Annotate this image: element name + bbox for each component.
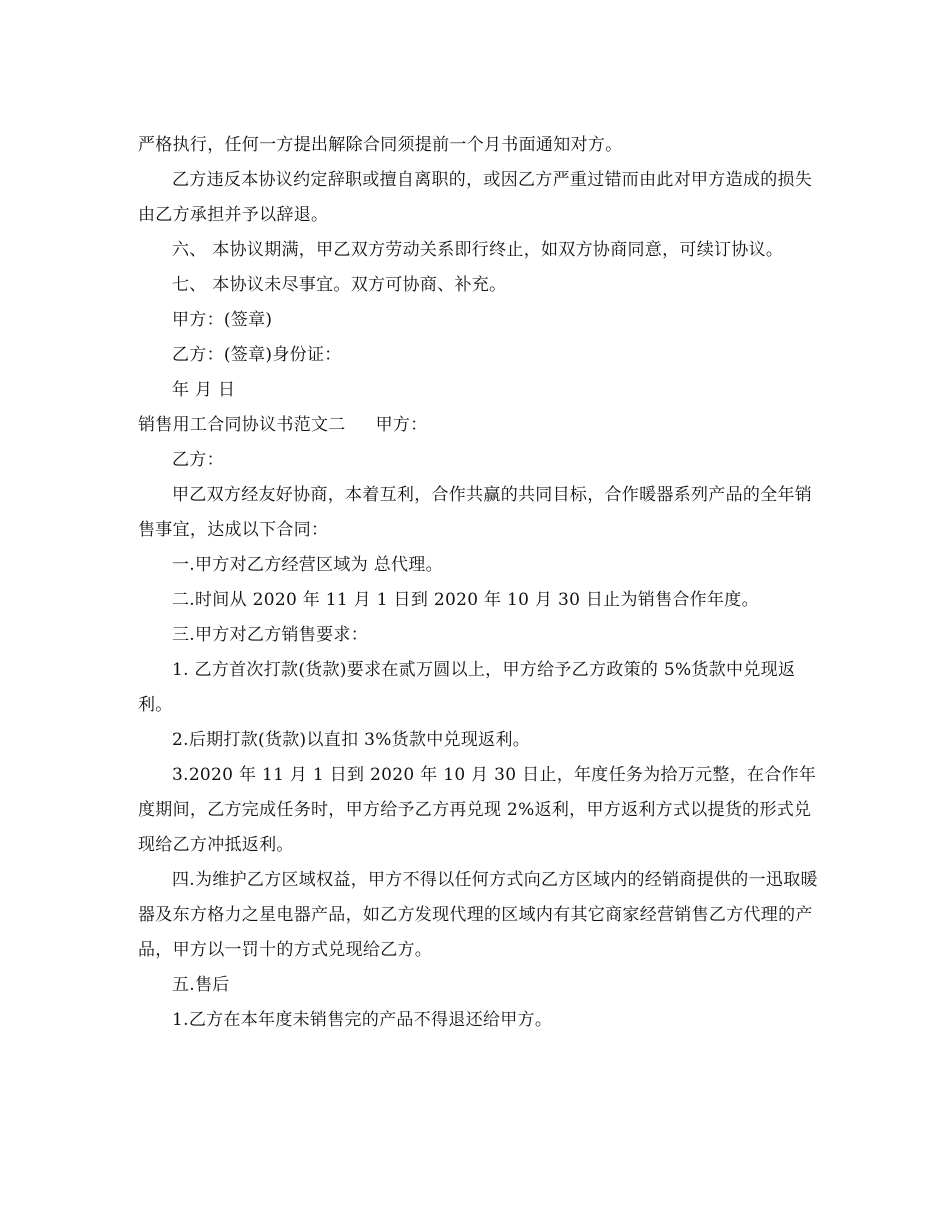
paragraph-article-four: 四.为维护乙方区域权益，甲方不得以任何方式向乙方区域内的经销商提供的一迅取暖器及东方格力之星电器产品，如乙方发现代理的区域内有其它商家经营销售乙方代理的产品，甲方以一罚十的方式兑现给乙方。	[138, 870, 818, 960]
document-body	[138, 128, 818, 1038]
paragraph-item-3-3: 3.2020 年 11 月 1 日到 2020 年 10 月 30 日止，年度任务为拾万元整，在合作年度期间，乙方完成任务时，甲方给予乙方再兑现 2%返利，甲方返利方式以提货的形式兑现给乙方冲抵返利。	[138, 765, 817, 855]
paragraph-article-three: 三.甲方对乙方销售要求：	[172, 625, 369, 645]
paragraph-item-3-2: 2.后期打款(货款)以直扣 3%货款中兑现返利。	[172, 730, 531, 750]
contract-two-title: 销售用工合同协议书范文二	[138, 415, 346, 435]
paragraph-clause-six: 六、 本协议期满，甲乙双方劳动关系即行终止，如双方协商同意，可续订协议。	[172, 240, 784, 260]
party-a-signature-line: 甲方：(签章)	[172, 310, 273, 330]
party-b-label: 乙方：	[172, 450, 224, 470]
paragraph-item-5-1: 1.乙方在本年度未销售完的产品不得退还给甲方。	[172, 1010, 553, 1030]
paragraph-item-3-1: 1. 乙方首次打款(货款)要求在贰万圆以上，甲方给予乙方政策的 5%货款中兑现返利。	[138, 660, 796, 715]
paragraph-article-two: 二.时间从 2020 年 11 月 1 日到 2020 年 10 月 30 日止为销售合作年度。	[172, 590, 759, 610]
paragraph-article-five: 五.售后	[172, 975, 230, 995]
paragraph-resignation-liability: 乙方违反本协议约定辞职或擅自离职的，或因乙方严重过错而由此对甲方造成的损失由乙方承担并予以辞退。	[138, 170, 813, 225]
party-b-signature-line: 乙方：(签章)身份证：	[172, 345, 342, 365]
contract-two-heading-line	[138, 408, 818, 443]
paragraph-preamble: 甲乙双方经友好协商，本着互利，合作共赢的共同目标，合作暖器系列产品的全年销售事宜，达成以下合同：	[138, 485, 813, 540]
paragraph-article-one: 一.甲方对乙方经营区域为 总代理。	[172, 555, 443, 575]
paragraph-termination-notice: 严格执行，任何一方提出解除合同须提前一个月书面通知对方。	[138, 135, 623, 155]
paragraph-clause-seven: 七、 本协议未尽事宜。双方可协商、补充。	[172, 275, 507, 295]
party-a-label: 甲方：	[375, 415, 428, 435]
date-line: 年 月 日	[172, 380, 236, 400]
